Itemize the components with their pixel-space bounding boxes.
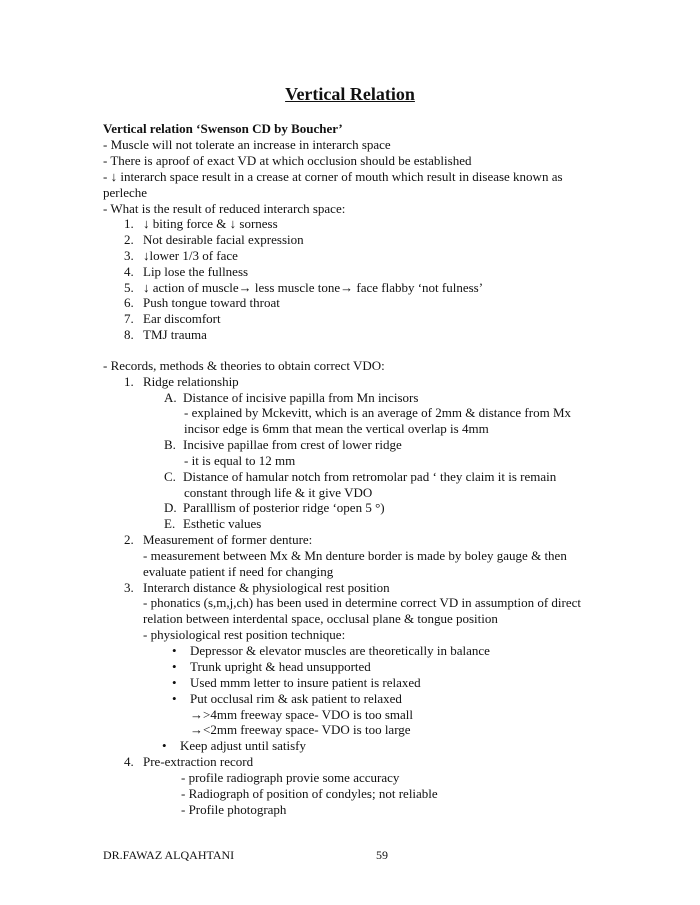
method-note: evaluate patient if need for changing xyxy=(143,564,334,579)
method-note: - Profile photograph xyxy=(181,802,287,817)
list-item: 4. Lip lose the fullness xyxy=(124,264,249,279)
bullet-icon: • xyxy=(162,738,167,753)
method-note: incisor edge is 6mm that mean the vertical overlap is 4mm xyxy=(184,421,489,436)
method-note: - physiological rest position technique: xyxy=(143,627,346,642)
list-item: 2. Not desirable facial expression xyxy=(124,232,304,247)
bullet-icon: • xyxy=(172,659,177,674)
method-subitem: D. Paralllism of posterior ridge ‘open 5 °) xyxy=(164,500,385,515)
footer-author: DR.FAWAZ ALQAHTANI xyxy=(103,848,235,862)
list-item: 5. ↓ action of muscle→ less muscle tone→ face flabby ‘not fulness’ xyxy=(124,280,484,295)
method-subitem: A. Distance of incisive papilla from Mn incisors xyxy=(164,390,419,405)
section-heading: Vertical relation ‘Swenson CD by Boucher’ xyxy=(103,121,343,136)
list-item: 1. ↓ biting force & ↓ sorness xyxy=(124,216,278,231)
method-item: 4. Pre-extraction record xyxy=(124,754,254,769)
intro-line: - What is the result of reduced interarch space: xyxy=(103,201,346,216)
bullet-icon: • xyxy=(172,691,177,706)
arrow-note: →>4mm freeway space- VDO is too small xyxy=(190,707,413,722)
list-item: 6. Push tongue toward throat xyxy=(124,295,280,310)
method-item: 3. Interarch distance & physiological rest position xyxy=(124,580,390,595)
list-item: 7. Ear discomfort xyxy=(124,311,221,326)
method-subitem: C. Distance of hamular notch from retromolar pad ‘ they claim it is remain xyxy=(164,469,557,484)
method-note: - Radiograph of position of condyles; not reliable xyxy=(181,786,438,801)
method-note: - phonatics (s,m,j,ch) has been used in determine correct VD in assumption of direct xyxy=(143,595,582,610)
records-heading: - Records, methods & theories to obtain correct VDO: xyxy=(103,358,385,373)
intro-line: perleche xyxy=(103,185,148,200)
bullet-item: • Put occlusal rim & ask patient to relaxed xyxy=(172,691,402,706)
method-subitem: B. Incisive papillae from crest of lower ridge xyxy=(164,437,402,452)
bullet-icon: • xyxy=(172,643,177,658)
method-note: relation between interdental space, occlusal plane & tongue position xyxy=(143,611,498,626)
bullet-item: • Keep adjust until satisfy xyxy=(162,738,307,753)
method-note: - it is equal to 12 mm xyxy=(184,453,296,468)
bullet-item: • Depressor & elevator muscles are theoretically in balance xyxy=(172,643,490,658)
list-item: 3. ↓lower 1/3 of face xyxy=(124,248,238,263)
method-item: 1. Ridge relationship xyxy=(124,374,239,389)
intro-line: - ↓ interarch space result in a crease at corner of mouth which result in disease known as xyxy=(103,169,563,184)
method-note: - profile radiograph provie some accuracy xyxy=(181,770,400,785)
method-note: constant through life & it give VDO xyxy=(184,485,373,500)
method-note: - measurement between Mx & Mn denture border is made by boley gauge & then xyxy=(143,548,567,563)
bullet-item: • Trunk upright & head unsupported xyxy=(172,659,371,674)
page-title: Vertical Relation xyxy=(285,84,415,104)
intro-line: - Muscle will not tolerate an increase in interarch space xyxy=(103,137,391,152)
list-item: 8. TMJ trauma xyxy=(124,327,207,342)
method-item: 2. Measurement of former denture: xyxy=(124,532,313,547)
intro-line: - There is aproof of exact VD at which occlusion should be established xyxy=(103,153,472,168)
method-subitem: E. Esthetic values xyxy=(164,516,262,531)
arrow-note: →<2mm freeway space- VDO is too large xyxy=(190,722,411,737)
bullet-icon: • xyxy=(172,675,177,690)
method-note: - explained by Mckevitt, which is an average of 2mm & distance from Mx xyxy=(184,405,572,420)
bullet-item: • Used mmm letter to insure patient is relaxed xyxy=(172,675,421,690)
page-number: 59 xyxy=(376,848,388,862)
